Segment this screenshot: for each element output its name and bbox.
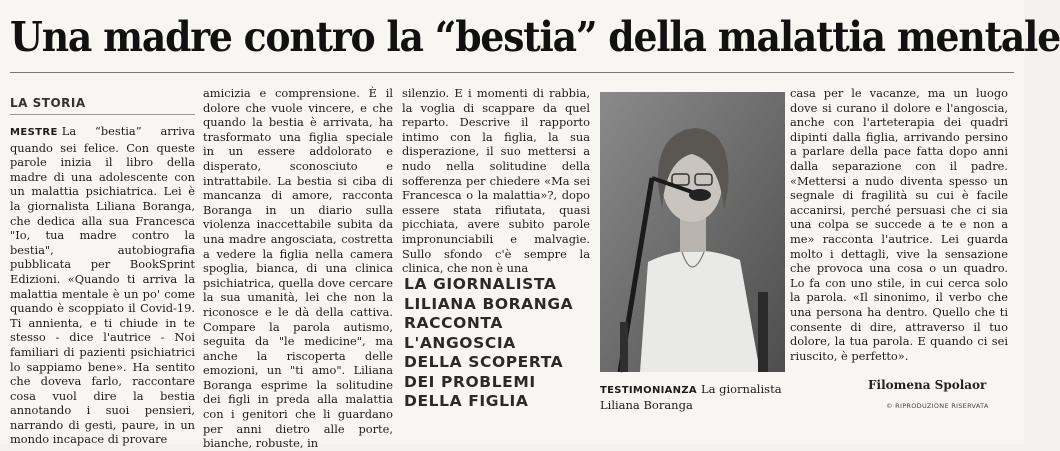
article-column-5 <box>790 86 1008 386</box>
article-column-2 <box>203 86 393 451</box>
headline-rule <box>10 72 1014 73</box>
portrait-photo <box>600 92 785 372</box>
caption-text: La giornalista Liliana Boranga <box>600 382 782 412</box>
column-1-text: La “bestia” arriva quando sei felice. Con queste parole inizia il libro della madre di una adolescente con un malattia psichiatrica. Lei è la giornalista Liliana Boranga, che dedica alla sua Francesca "Io, tua madre contro la bestia", autobiografia pubblicata per BookSprint Edizioni. «Quando ti arriva la malattia mentale è un po' come quando è scoppiato il Covid-19. Ti annienta, e ti chiude in te stesso - dice l'autrice - Noi familiari di pazienti psichiatrici lo sappiamo bene». Ha sentito che doveva farlo, raccontare cosa vuol dire la bestia annotando i suoi pensieri, narrando di gesti, paure, in un mondo incapace di provare <box>10 124 195 447</box>
pull-quote: LA GIORNALISTA LILIANA BORANGA RACCONTA L'ANGOSCIA DELLA SCOPERTA DEI PROBLEMI DELLA FIGLIA <box>404 275 574 410</box>
dateline: MESTRE <box>10 127 58 138</box>
article-column-3 <box>402 86 590 276</box>
column-5-text: casa per le vacanze, ma un luogo dove si curano il dolore e l'angoscia, anche con l'arteterapia dei quadri dipinti dalla figlia, arrivando persino a parlare della pace fatta dopo anni dalla separazione con il padre. «Mettersi a nudo diventa spesso un segnale di fragilità su cui è facile accanirsi, perché persuasi che ci sia una colpa se succede a te e non a me» racconta l'autrice. Lei guarda molto i dettagli, vive la sensazione che provoca una cosa o un quadro. Lo fa con uno stile, in cui cerca solo la parola. «Il sinonimo, il verbo che una persona ha dentro. Quello che ti consente di dire, attraverso il tuo dolore, la tua parola. E quando ci sei riuscito, è perfetto». <box>790 86 1008 363</box>
portrait-illustration <box>600 92 785 372</box>
copyright-notice: © RIPRODUZIONE RISERVATA <box>886 402 989 410</box>
column-2-text: amicizia e comprensione. È il dolore che vuole vincere, e che quando la bestia è arrivata, ha trasformato una figlia speciale in un essere addolorato e disperato, sconosciuto e intrattabile. La bestia si ciba di mancanza di amore, racconta Boranga in un diario sulla violenza inaccettabile subita da una madre angosciata, costretta a vedere la figlia nella camera spoglia, bianca, di una clinica psichiatrica, quella dove cercare la sua umanità, lei che non la riconosce e le dà della cattiva. Compare la parola autismo, seguita da "le medicine", ma anche la riscoperta delle emozioni, un "ti amo". Liliana Boranga esprime la solitudine dei figli in preda alla malattia con i genitori che li guardano per anni dietro alle porte, bianche, robuste, in <box>203 86 393 451</box>
column-3-text: silenzio. E i momenti di rabbia, la voglia di scappare da quel reparto. Descrive il rapporto intimo con la figlia, la sua disperazione, il suo mettersi a nudo nella solitudine della sofferenza per chiedere «Ma sei Francesca o la malattia»?, dopo essere stata rifiutata, quasi picchiata, avere subito parole impronunciabili e malvagie. Sullo sfondo c'è sempre la clinica, che non è una <box>402 86 590 276</box>
section-label: LA STORIA <box>10 96 86 110</box>
headline: Una madre contro la “bestia” della malattia mentale <box>10 13 1060 61</box>
article-column-1 <box>10 124 195 447</box>
caption-kicker: TESTIMONIANZA <box>600 385 697 396</box>
photo-caption <box>600 382 790 413</box>
author-signature: Filomena Spolaor <box>868 378 987 392</box>
section-rule <box>10 114 195 115</box>
